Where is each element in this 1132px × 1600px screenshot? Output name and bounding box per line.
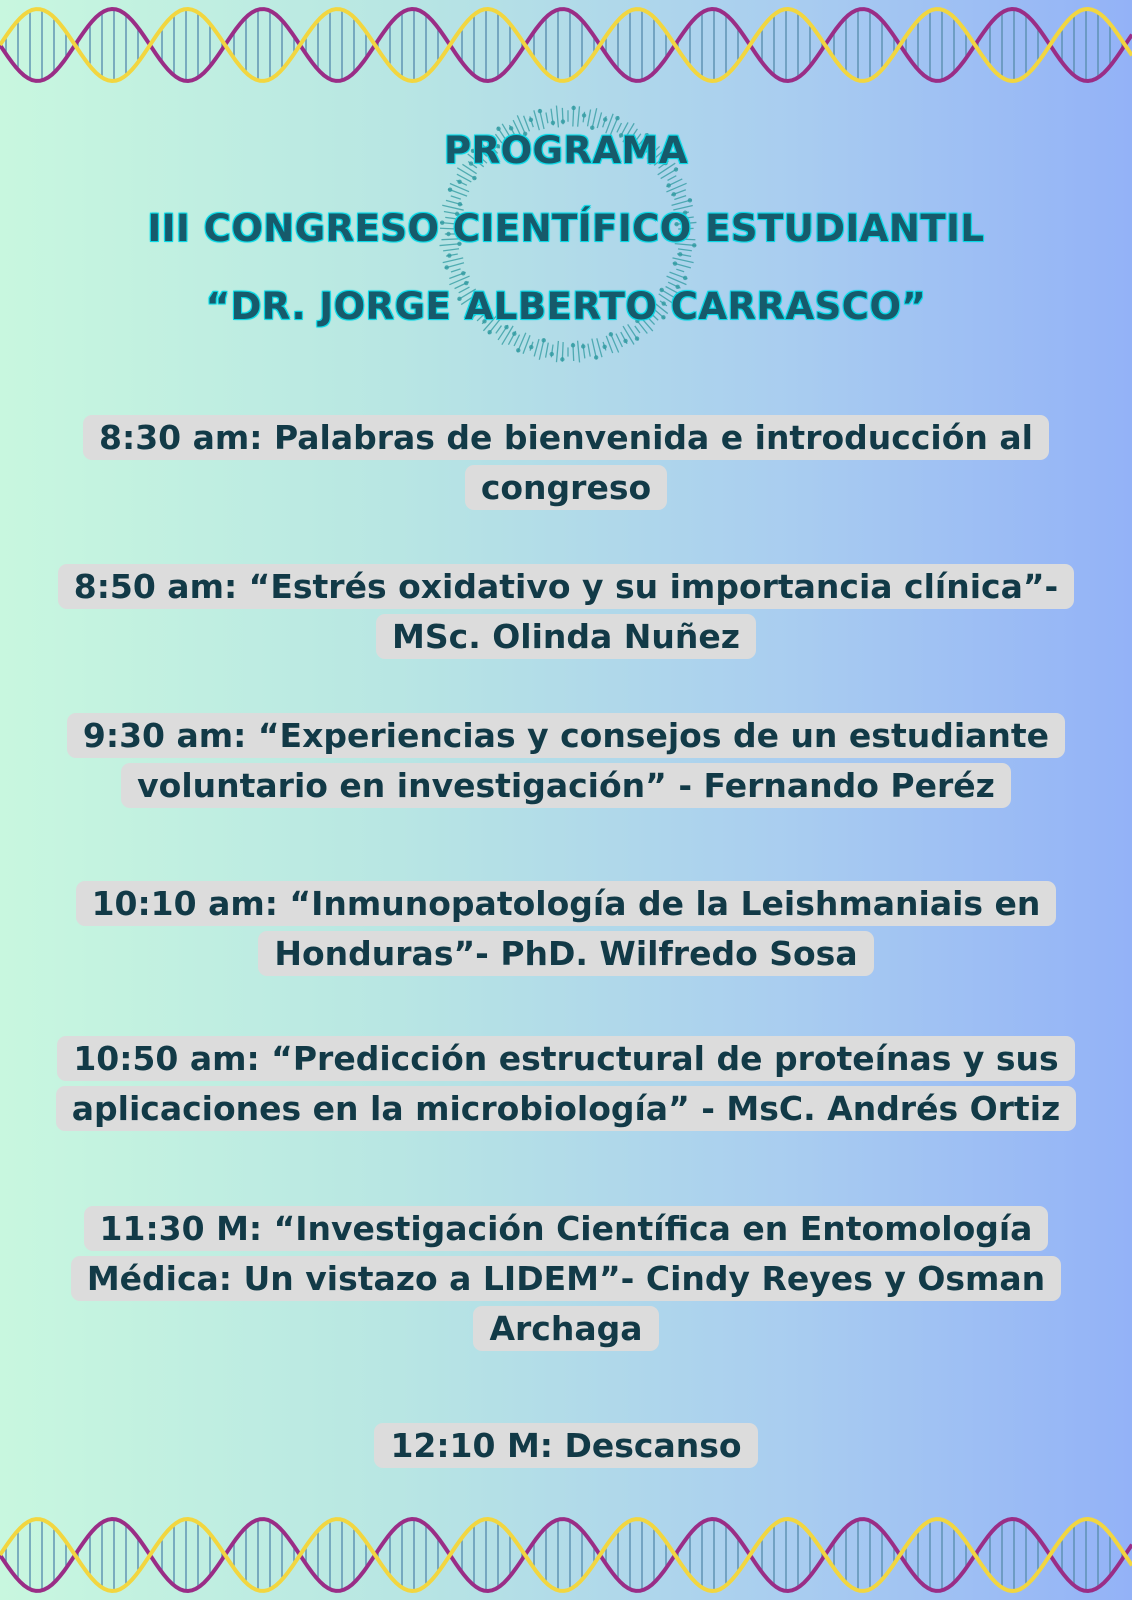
emblem-dot bbox=[550, 352, 554, 356]
emblem-dot bbox=[594, 355, 598, 359]
agenda-item-text: 11:30 M: “Investigación Científica en Entomología Médica: Un vistazo a LIDEM”- Cindy Reyes y Osman Archaga bbox=[71, 1206, 1061, 1351]
agenda-item-text: 10:50 am: “Predicción estructural de proteínas y sus aplicaciones en la microbiología” - MsC. Andrés Ortiz bbox=[56, 1036, 1076, 1131]
emblem-dot bbox=[560, 357, 564, 361]
agenda-item-text: 8:50 am: “Estrés oxidativo y su importancia clínica”- MSc. Olinda Nuñez bbox=[58, 564, 1075, 659]
agenda-item-0830 bbox=[0, 413, 1132, 513]
agenda-item-text: 10:10 am: “Inmunopatología de la Leishmaniais en Honduras”- PhD. Wilfredo Sosa bbox=[76, 881, 1057, 976]
agenda-item-0850 bbox=[0, 562, 1132, 662]
dna-helix-bottom bbox=[0, 1510, 1132, 1600]
program-title-block bbox=[0, 112, 1132, 346]
program-title: PROGRAMA bbox=[443, 129, 688, 172]
emblem-dot bbox=[571, 106, 575, 110]
agenda-item-text: 8:30 am: Palabras de bienvenida e introducción al congreso bbox=[83, 415, 1049, 510]
agenda-item-1050 bbox=[0, 1034, 1132, 1134]
agenda-item-1010 bbox=[0, 879, 1132, 979]
agenda-item-text: 12:10 M: Descanso bbox=[374, 1423, 757, 1468]
agenda-item-text: 9:30 am: “Experiencias y consejos de un estudiante voluntario en investigación” - Fernando Peréz bbox=[67, 713, 1065, 808]
congress-honoree: “DR. JORGE ALBERTO CARRASCO” bbox=[205, 285, 927, 328]
dna-helix-top bbox=[0, 0, 1132, 90]
emblem-dot bbox=[516, 348, 520, 352]
agenda-item-0930 bbox=[0, 711, 1132, 811]
agenda-item-1130 bbox=[0, 1204, 1132, 1354]
congress-name: III CONGRESO CIENTÍFICO ESTUDIANTIL bbox=[147, 207, 985, 250]
agenda-item-1210 bbox=[0, 1421, 1132, 1471]
